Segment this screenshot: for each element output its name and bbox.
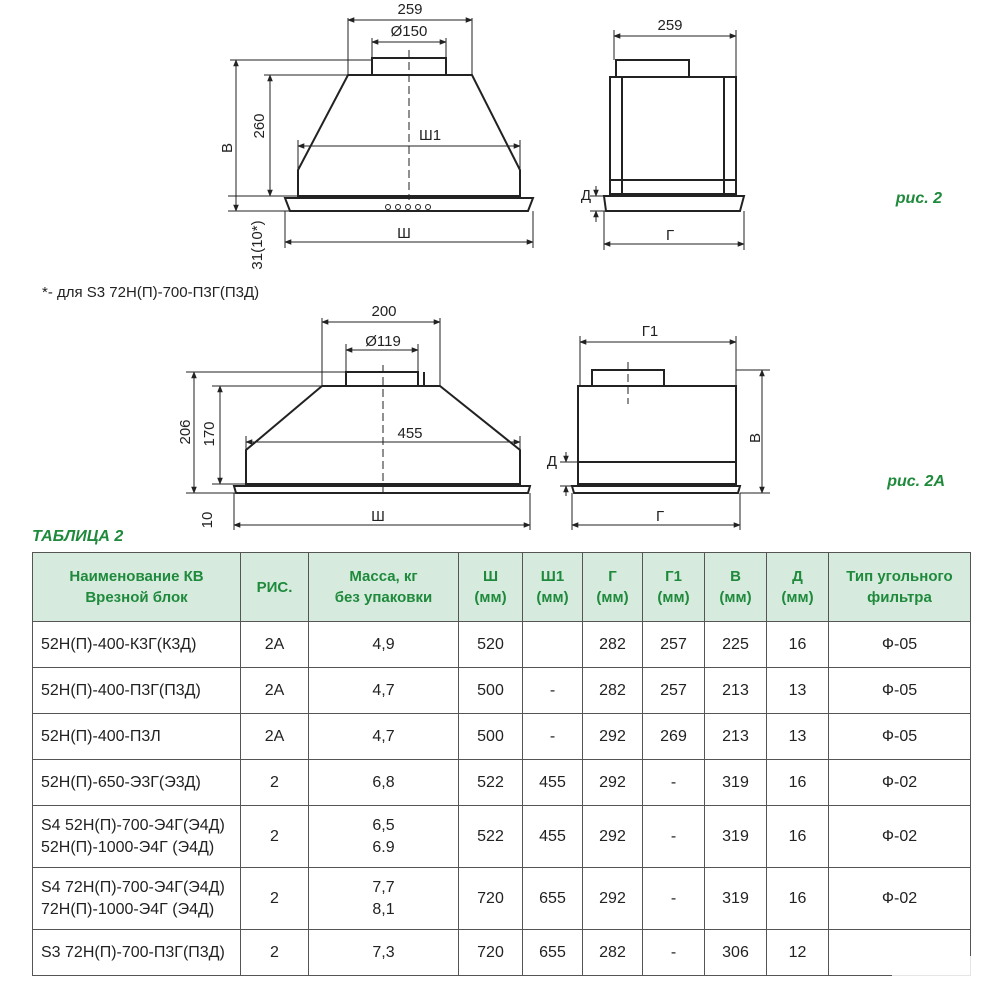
table-cell: 455 [523, 760, 583, 806]
fig2a-side-g: Г [655, 508, 665, 525]
table-cell: 292 [583, 868, 643, 930]
fig2a-label: рис. 2А [887, 473, 945, 490]
table-cell: 292 [583, 714, 643, 760]
table-header-cell: Ш (мм) [459, 553, 523, 622]
table-cell: 4,7 [309, 714, 459, 760]
table-cell: - [643, 868, 705, 930]
table-cell: Ф-05 [829, 714, 971, 760]
table-cell: 455 [523, 806, 583, 868]
table-row [33, 760, 971, 806]
table-cell: 7,7 8,1 [309, 868, 459, 930]
table-cell: 6,5 6.9 [309, 806, 459, 868]
fig2-dim-height: 260 [251, 113, 268, 139]
table-cell: 12 [767, 930, 829, 976]
table-cell: 52Н(П)-400-К3Г(К3Д) [33, 622, 241, 668]
table-cell: 52Н(П)-400-П3Г(П3Д) [33, 668, 241, 714]
fig2a-dim-width: Ш [371, 508, 385, 525]
table-cell: 522 [459, 806, 523, 868]
fig2-side-width: 259 [657, 17, 683, 34]
table-cell: 2А [241, 622, 309, 668]
table-cell: 257 [643, 622, 705, 668]
table-header-cell: Ш1 (мм) [523, 553, 583, 622]
fig2-label: рис. 2 [895, 190, 942, 207]
table-cell: 520 [459, 622, 523, 668]
table-cell: - [643, 760, 705, 806]
fig2a-side-view [560, 336, 770, 530]
table-cell: 213 [705, 668, 767, 714]
fig2-dim-outlet: Ø150 [390, 23, 428, 40]
table-cell: S4 52Н(П)-700-Э4Г(Э4Д) 52Н(П)-1000-Э4Г (Э4Д) [33, 806, 241, 868]
table-cell: 257 [643, 668, 705, 714]
spec-table [32, 552, 971, 976]
fig2a-side-g1: Г1 [641, 323, 659, 340]
table-header-cell: Д (мм) [767, 553, 829, 622]
table-cell: 52Н(П)-400-П3Л [33, 714, 241, 760]
table-cell: S3 72Н(П)-700-П3Г(П3Д) [33, 930, 241, 976]
table-cell: Ф-05 [829, 622, 971, 668]
table-cell: - [643, 930, 705, 976]
table-cell: 52Н(П)-650-Э3Г(Э3Д) [33, 760, 241, 806]
table-cell: 282 [583, 668, 643, 714]
table-row [33, 868, 971, 930]
table-cell: 655 [523, 930, 583, 976]
table-cell: Ф-02 [829, 806, 971, 868]
fig2a-dim-inner-width: 455 [397, 425, 423, 442]
table-cell: S4 72Н(П)-700-Э4Г(Э4Д) 72Н(П)-1000-Э4Г (Э4Д) [33, 868, 241, 930]
table-cell: 4,9 [309, 622, 459, 668]
table-cell: 500 [459, 714, 523, 760]
table-cell: - [523, 714, 583, 760]
fig2-dim-base: 31(10*) [249, 220, 266, 270]
table-header-cell: Г1 (мм) [643, 553, 705, 622]
table-cell: 7,3 [309, 930, 459, 976]
table-cell: 319 [705, 868, 767, 930]
table-cell: 500 [459, 668, 523, 714]
fig2-front-view [228, 18, 533, 248]
table-cell: 16 [767, 806, 829, 868]
fig2a-front-view [186, 318, 530, 530]
table-cell: Ф-02 [829, 868, 971, 930]
table-cell: 16 [767, 868, 829, 930]
fig2-side-view [590, 30, 744, 250]
table-cell: 522 [459, 760, 523, 806]
table-header-cell: Масса, кг без упаковки [309, 553, 459, 622]
table-row [33, 806, 971, 868]
table-cell: 720 [459, 868, 523, 930]
table-cell: 306 [705, 930, 767, 976]
table-cell: 2 [241, 760, 309, 806]
table-header-cell: В (мм) [705, 553, 767, 622]
table-cell: 2А [241, 714, 309, 760]
fig2a-dim-total: 206 [177, 419, 194, 445]
table-cell: 13 [767, 714, 829, 760]
fig2-dim-width: Ш [397, 225, 411, 242]
table-cell: 6,8 [309, 760, 459, 806]
table-cell: 282 [583, 622, 643, 668]
fig2-dim-top-width: 259 [397, 1, 423, 18]
table-row [33, 668, 971, 714]
table-cell: 225 [705, 622, 767, 668]
table-cell: 292 [583, 760, 643, 806]
table-cell: 213 [705, 714, 767, 760]
fig2a-side-d: Д [546, 453, 558, 470]
table-title: ТАБЛИЦА 2 [32, 528, 124, 545]
table-cell [523, 622, 583, 668]
table-row [33, 930, 971, 976]
table-row [33, 714, 971, 760]
fig2a-dim-outlet: Ø119 [365, 333, 401, 350]
table-cell: 16 [767, 622, 829, 668]
table-cell: 2 [241, 806, 309, 868]
fig2a-side-b: В [747, 432, 764, 444]
table-cell: 2А [241, 668, 309, 714]
table-cell: 720 [459, 930, 523, 976]
table-header-cell: Тип угольного фильтра [829, 553, 971, 622]
table-cell: 282 [583, 930, 643, 976]
table-cell: 2 [241, 868, 309, 930]
table-cell: Ф-02 [829, 760, 971, 806]
table-row [33, 622, 971, 668]
table-cell: 655 [523, 868, 583, 930]
fig2-side-d: Д [580, 187, 592, 204]
table-header-cell: Г (мм) [583, 553, 643, 622]
footnote: *- для S3 72Н(П)-700-П3Г(П3Д) [42, 284, 260, 301]
fig2a-dim-height: 170 [201, 421, 218, 447]
table-cell: 2 [241, 930, 309, 976]
table-cell: - [643, 806, 705, 868]
table-cell: 292 [583, 806, 643, 868]
watermark-cover [892, 956, 988, 986]
table-cell: 13 [767, 668, 829, 714]
fig2a-dim-top-width: 200 [371, 303, 397, 320]
fig2-side-g: Г [665, 227, 675, 244]
table-cell: 319 [705, 806, 767, 868]
table-cell: 319 [705, 760, 767, 806]
table-header-row [33, 553, 971, 622]
fig2-dim-b: В [219, 142, 236, 154]
table-cell: Ф-05 [829, 668, 971, 714]
fig2a-dim-base: 10 [199, 511, 216, 529]
table-cell: 269 [643, 714, 705, 760]
table-cell: 16 [767, 760, 829, 806]
table-header-cell: Наименование КВ Врезной блок [33, 553, 241, 622]
table-cell: - [523, 668, 583, 714]
table-header-cell: РИС. [241, 553, 309, 622]
fig2-dim-inner-width: Ш1 [418, 127, 442, 144]
table-cell: 4,7 [309, 668, 459, 714]
